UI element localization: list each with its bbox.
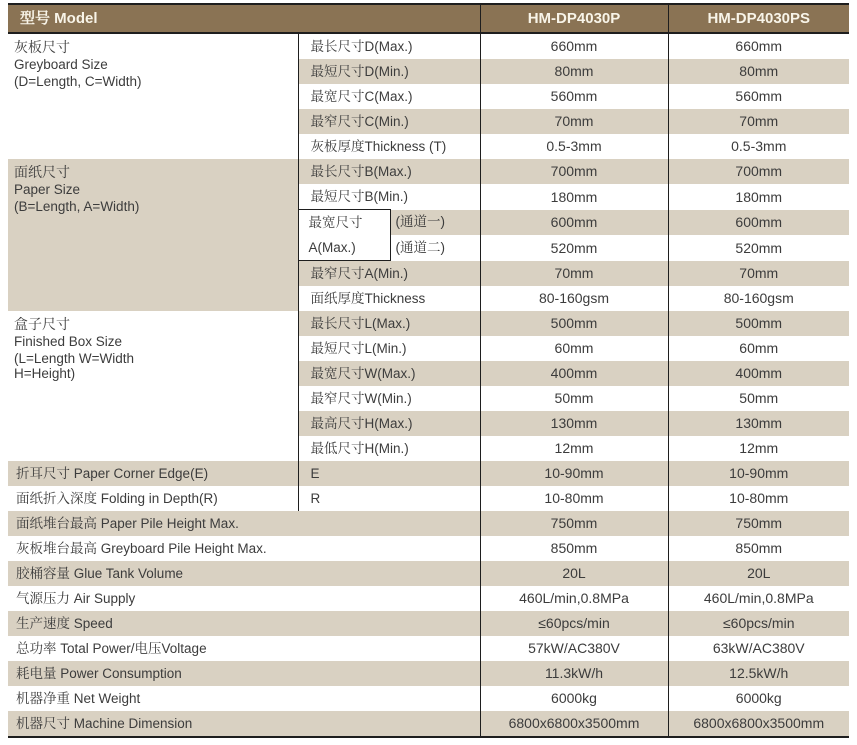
row-code: E — [298, 461, 480, 486]
spec-value: 750mm — [668, 511, 849, 536]
row-label: 最短尺寸D(Min.) — [298, 59, 480, 84]
row-label: 最窄尺寸C(Min.) — [298, 109, 480, 134]
category-title-note: (L=Length W=Width H=Height) — [14, 350, 135, 382]
spec-value: 520mm — [480, 235, 668, 261]
category-title-zh: 盒子尺寸 — [14, 316, 70, 332]
spec-value: 660mm — [480, 33, 668, 59]
row-label: 胶桶容量 Glue Tank Volume — [8, 561, 480, 586]
model-column-header-1: HM-DP4030P — [480, 4, 668, 33]
spec-value: 12mm — [668, 436, 849, 461]
spec-value: 6800x6800x3500mm — [480, 711, 668, 737]
table-row — [8, 686, 849, 711]
spec-value: 520mm — [668, 235, 849, 261]
spec-value: 80-160gsm — [480, 286, 668, 311]
spec-value: 80mm — [480, 59, 668, 84]
spec-value: 10-90mm — [668, 461, 849, 486]
spec-value: 700mm — [480, 159, 668, 184]
spec-value: 80mm — [668, 59, 849, 84]
spec-value: 6000kg — [480, 686, 668, 711]
row-label: 最宽尺寸W(Max.) — [298, 361, 480, 386]
spec-value: 80-160gsm — [668, 286, 849, 311]
model-header-cell: 型号 Model — [8, 4, 480, 33]
spec-value: 560mm — [668, 84, 849, 109]
spec-value: 0.5-3mm — [668, 134, 849, 159]
spec-value: 70mm — [480, 261, 668, 287]
category-cell-greyboard — [8, 33, 298, 159]
category-title-en: Finished Box Size — [14, 334, 123, 350]
row-label: 面纸堆台最高 Paper Pile Height Max. — [8, 511, 480, 536]
category-title-en: Greyboard Size — [14, 57, 108, 73]
spec-value: 600mm — [668, 210, 849, 236]
spec-value: 70mm — [668, 261, 849, 287]
spec-value: 500mm — [480, 311, 668, 336]
spec-value: 130mm — [668, 411, 849, 436]
spec-value: 50mm — [480, 386, 668, 411]
spec-table — [8, 3, 849, 738]
table-row — [8, 311, 849, 336]
table-row — [8, 561, 849, 586]
category-title-note: (B=Length, A=Width) — [14, 198, 140, 214]
spec-value: 70mm — [480, 109, 668, 134]
spec-value: 560mm — [480, 84, 668, 109]
spec-value: 180mm — [480, 184, 668, 210]
row-label: 面纸折入深度 Folding in Depth(R) — [8, 486, 298, 511]
spec-value: 10-80mm — [668, 486, 849, 511]
row-label: 最宽尺寸C(Max.) — [298, 84, 480, 109]
table-row — [8, 611, 849, 636]
spec-value: 20L — [480, 561, 668, 586]
channel-label: (通道一) — [390, 210, 480, 236]
table-header-row — [8, 4, 849, 33]
channel-label: (通道二) — [390, 235, 480, 261]
spec-value: 850mm — [480, 536, 668, 561]
spec-value: 0.5-3mm — [480, 134, 668, 159]
width-max-line2: A(Max.) — [308, 239, 356, 255]
spec-value: 400mm — [480, 361, 668, 386]
row-label: 总功率 Total Power/电压Voltage — [8, 636, 480, 661]
spec-value: 180mm — [668, 184, 849, 210]
spec-value: 750mm — [480, 511, 668, 536]
spec-value: 400mm — [668, 361, 849, 386]
row-label: 最高尺寸H(Max.) — [298, 411, 480, 436]
row-label: 最低尺寸H(Min.) — [298, 436, 480, 461]
spec-value: 850mm — [668, 536, 849, 561]
table-row — [8, 536, 849, 561]
spec-value: 70mm — [668, 109, 849, 134]
spec-value: 10-90mm — [480, 461, 668, 486]
category-cell-paper — [8, 159, 298, 311]
row-label: 耗电量 Power Consumption — [8, 661, 480, 686]
table-row — [8, 159, 849, 184]
row-label: 气源压力 Air Supply — [8, 586, 480, 611]
spec-value: 460L/min,0.8MPa — [668, 586, 849, 611]
spec-value: ≤60pcs/min — [480, 611, 668, 636]
row-label: 最窄尺寸A(Min.) — [298, 261, 480, 287]
spec-value: 60mm — [668, 336, 849, 361]
row-label: 生产速度 Speed — [8, 611, 480, 636]
table-row — [8, 33, 849, 59]
row-label: 机器净重 Net Weight — [8, 686, 480, 711]
table-row — [8, 486, 849, 511]
spec-value: 11.3kW/h — [480, 661, 668, 686]
model-column-header-2: HM-DP4030PS — [668, 4, 849, 33]
width-max-box-cell — [298, 210, 390, 261]
row-label: 机器尺寸 Machine Dimension — [8, 711, 480, 737]
category-cell-box — [8, 311, 298, 461]
spec-value: 63kW/AC380V — [668, 636, 849, 661]
spec-value: 12mm — [480, 436, 668, 461]
table-row — [8, 661, 849, 686]
row-label: 最窄尺寸W(Min.) — [298, 386, 480, 411]
spec-value: 500mm — [668, 311, 849, 336]
row-label: 最长尺寸L(Max.) — [298, 311, 480, 336]
spec-value: 57kW/AC380V — [480, 636, 668, 661]
row-code: R — [298, 486, 480, 511]
category-title-note: (D=Length, C=Width) — [14, 73, 142, 89]
row-label: 最短尺寸L(Min.) — [298, 336, 480, 361]
table-row — [8, 511, 849, 536]
row-label: 面纸厚度Thickness — [298, 286, 480, 311]
category-title-en: Paper Size — [14, 182, 81, 198]
spec-value: 6800x6800x3500mm — [668, 711, 849, 737]
spec-value: 60mm — [480, 336, 668, 361]
table-row — [8, 461, 849, 486]
category-title-zh: 灰板尺寸 — [14, 39, 70, 55]
spec-value: 600mm — [480, 210, 668, 236]
spec-value: 130mm — [480, 411, 668, 436]
spec-value: 12.5kW/h — [668, 661, 849, 686]
row-label: 最长尺寸B(Max.) — [298, 159, 480, 184]
spec-value: 460L/min,0.8MPa — [480, 586, 668, 611]
width-max-line1: 最宽尺寸 — [308, 214, 363, 230]
row-label: 折耳尺寸 Paper Corner Edge(E) — [8, 461, 298, 486]
spec-value: 700mm — [668, 159, 849, 184]
row-label: 灰板厚度Thickness (T) — [298, 134, 480, 159]
category-title-zh: 面纸尺寸 — [14, 164, 70, 180]
spec-value: 50mm — [668, 386, 849, 411]
spec-value: 20L — [668, 561, 849, 586]
spec-value: 6000kg — [668, 686, 849, 711]
spec-value: ≤60pcs/min — [668, 611, 849, 636]
spec-value: 10-80mm — [480, 486, 668, 511]
spec-value: 660mm — [668, 33, 849, 59]
row-label: 最长尺寸D(Max.) — [298, 33, 480, 59]
row-label: 灰板堆台最高 Greyboard Pile Height Max. — [8, 536, 480, 561]
table-row — [8, 711, 849, 737]
row-label: 最短尺寸B(Min.) — [298, 184, 480, 210]
table-row — [8, 636, 849, 661]
table-row — [8, 586, 849, 611]
